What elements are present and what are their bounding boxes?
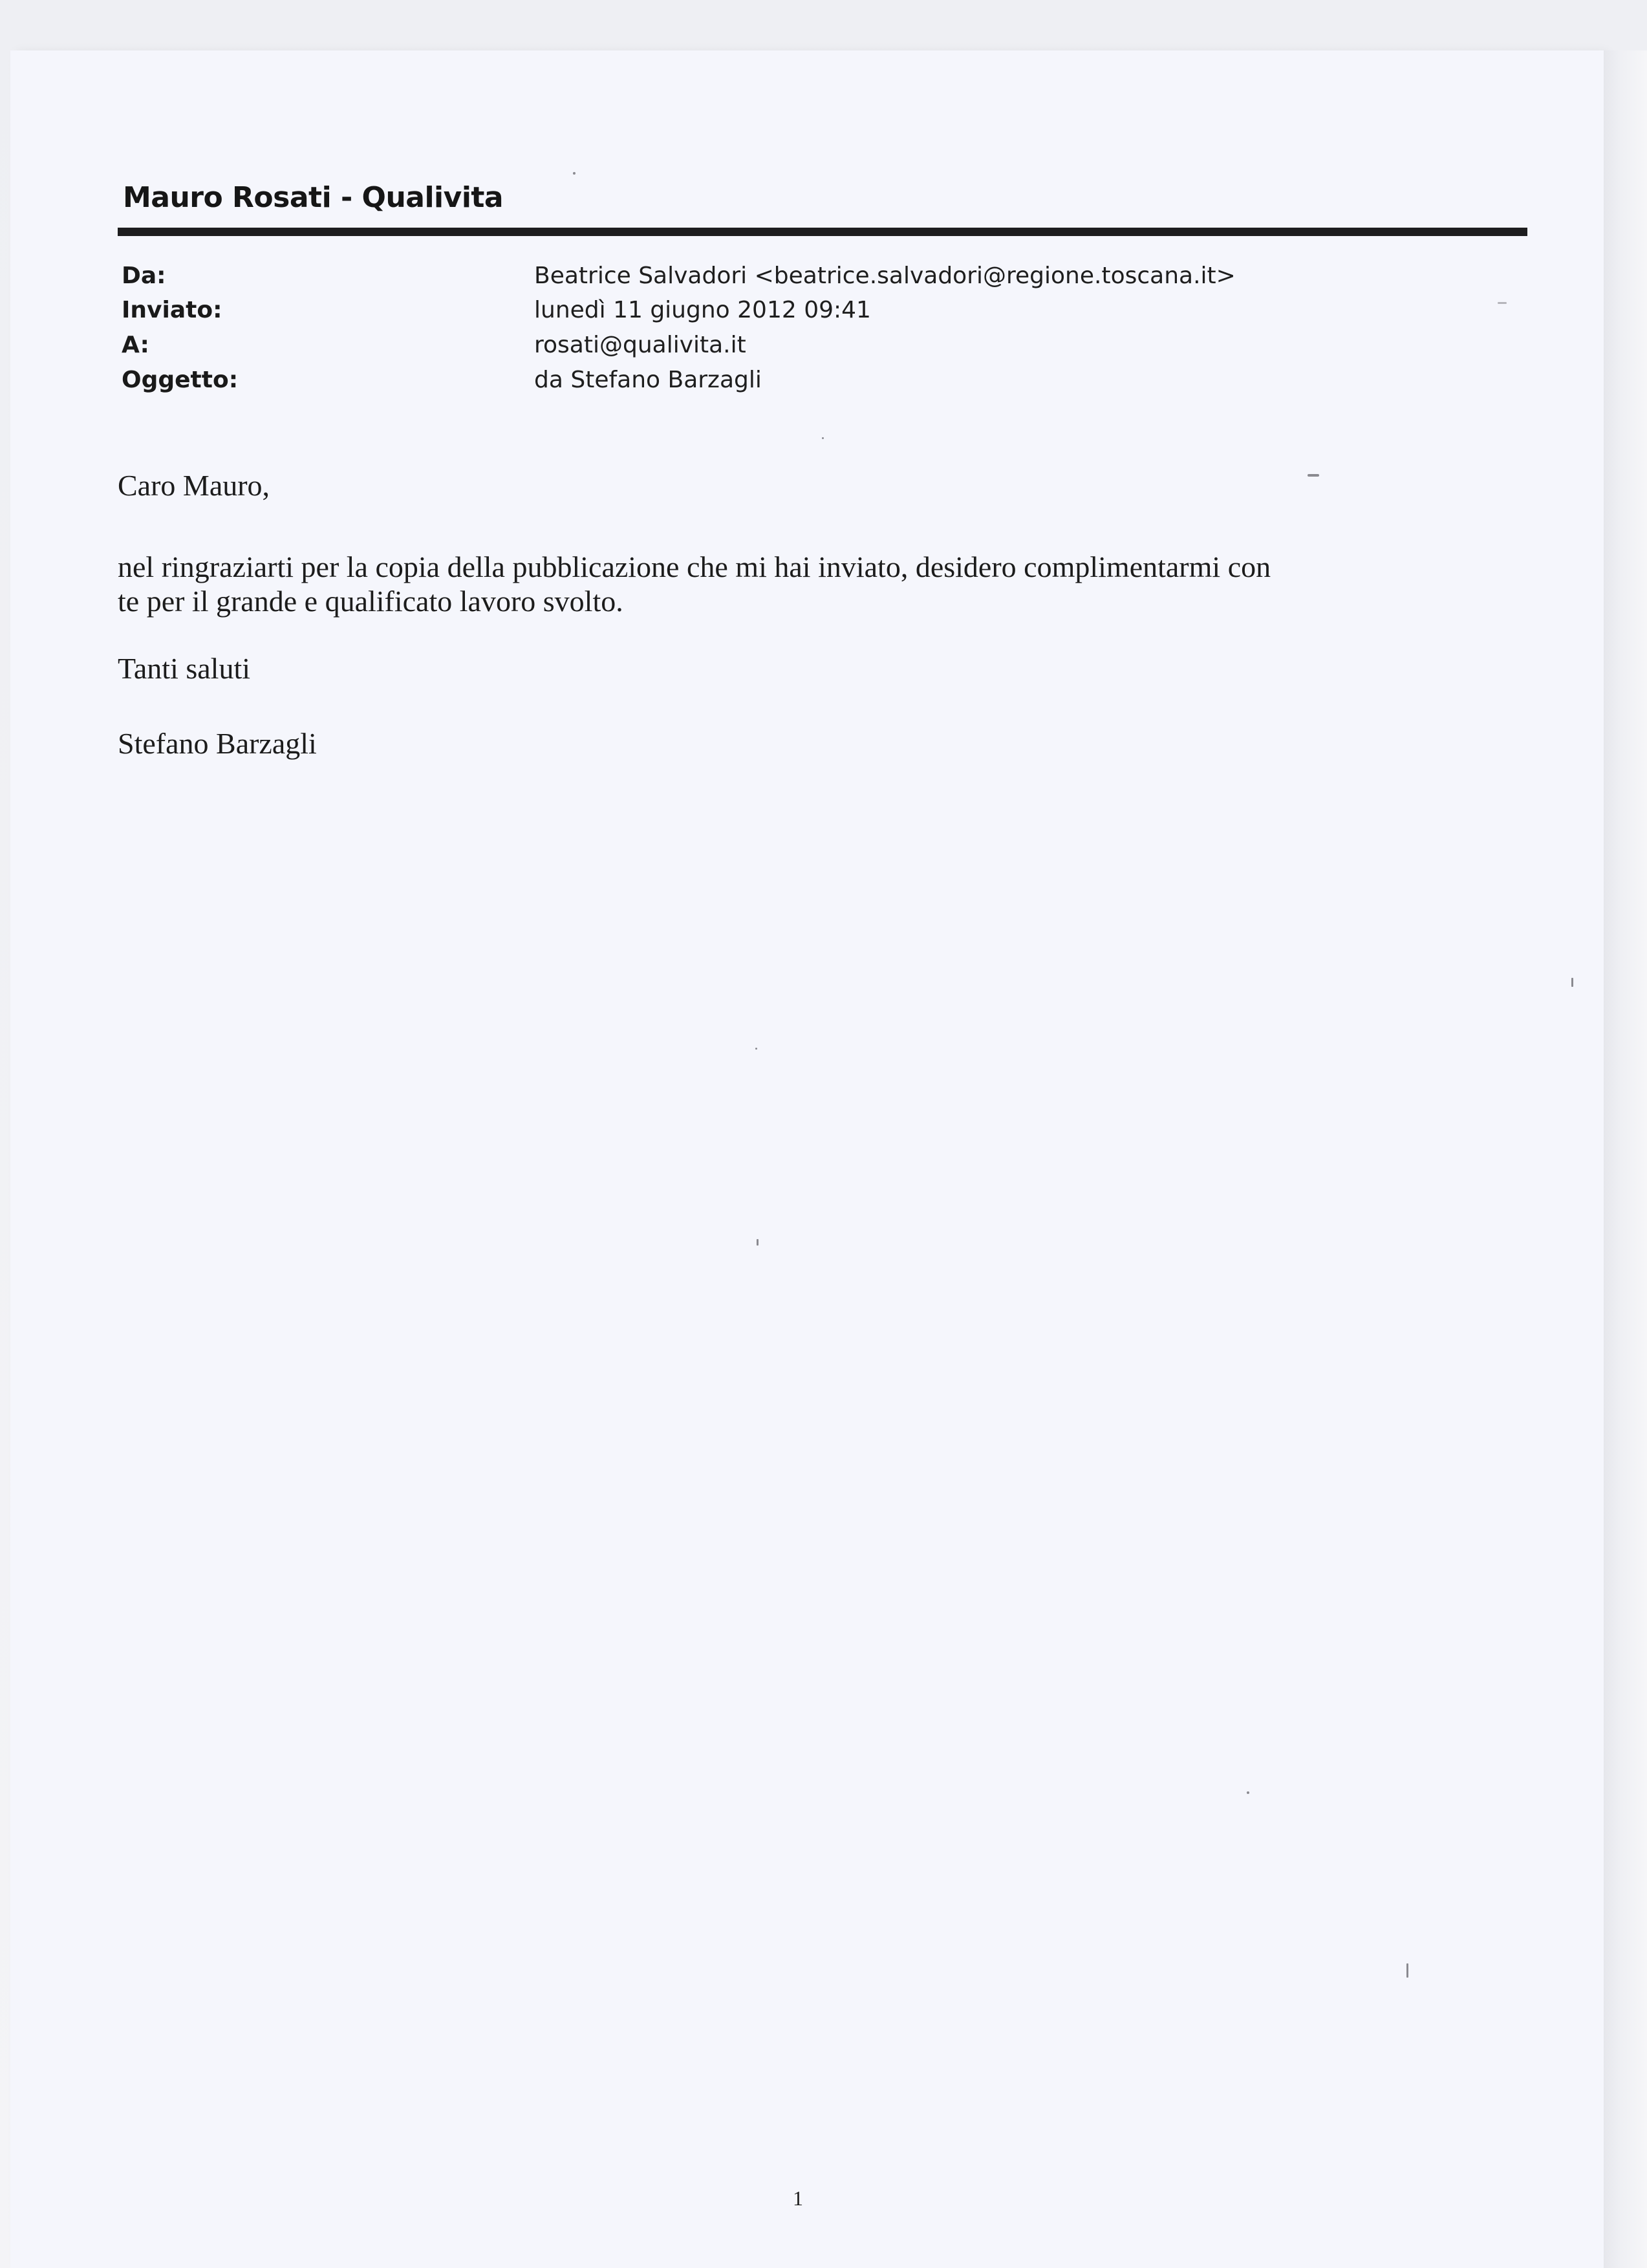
scan-speck — [757, 1239, 759, 1246]
scan-speck — [755, 1048, 757, 1050]
body-paragraph-line: nel ringraziarti per la copia della pubblicazione che mi hai inviato, desidero complimentarmi con — [118, 550, 1271, 583]
subject-label: Oggetto: — [122, 367, 239, 393]
greeting: Caro Mauro, — [118, 469, 270, 502]
body-paragraph-line: te per il grande e qualificato lavoro svolto. — [118, 585, 623, 618]
closing: Tanti saluti — [118, 652, 251, 685]
page-number: 1 — [793, 2187, 803, 2210]
scan-speck — [1498, 302, 1507, 304]
paper-shadow-edge — [1604, 50, 1647, 2268]
from-label: Da: — [122, 263, 166, 289]
scan-speck — [1406, 1963, 1408, 1978]
scan-speck — [1571, 978, 1573, 987]
sent-value: lunedì 11 giugno 2012 09:41 — [534, 297, 871, 323]
header-title: Mauro Rosati - Qualivita — [123, 181, 504, 214]
to-label: A: — [122, 332, 149, 358]
subject-value: da Stefano Barzagli — [534, 367, 762, 393]
scan-speck — [822, 437, 824, 439]
paper-sheet — [10, 50, 1604, 2268]
from-value: Beatrice Salvadori <beatrice.salvadori@regione.toscana.it> — [534, 263, 1236, 289]
scan-speck — [1247, 1791, 1249, 1794]
sent-label: Inviato: — [122, 297, 222, 323]
scan-speck — [1308, 474, 1319, 477]
scan-speck — [573, 172, 576, 175]
header-divider — [118, 228, 1527, 236]
to-value: rosati@qualivita.it — [534, 332, 746, 358]
signature: Stefano Barzagli — [118, 727, 317, 760]
